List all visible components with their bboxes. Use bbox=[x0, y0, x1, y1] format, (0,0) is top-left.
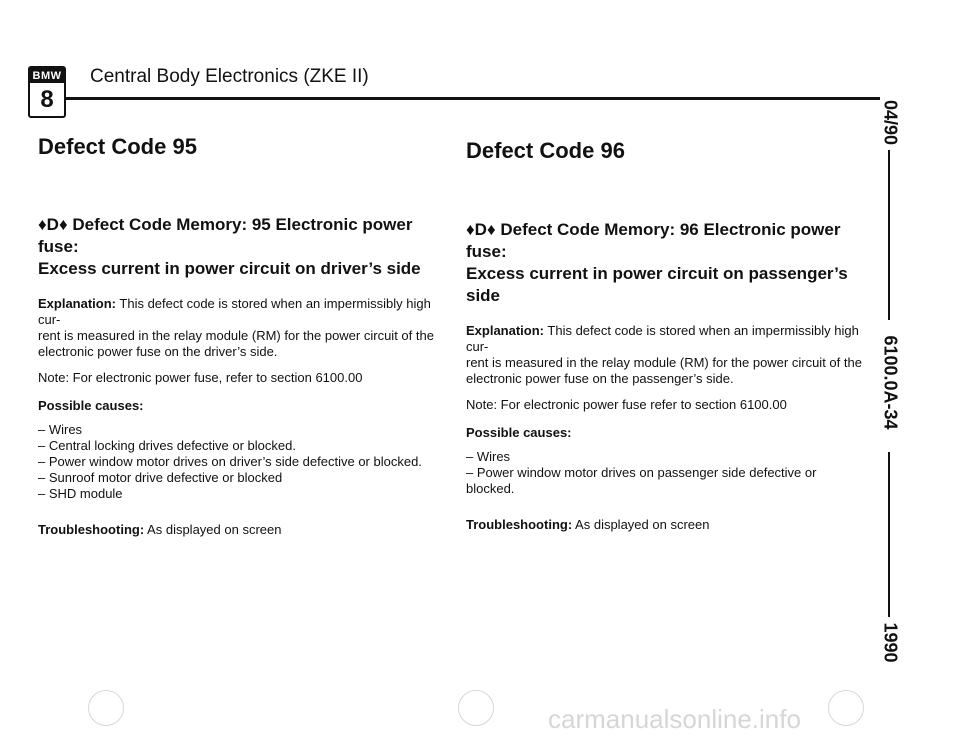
side-rule-2 bbox=[888, 452, 890, 617]
defect-95-heading: Defect Code 95 bbox=[38, 134, 197, 159]
troubleshooting-text: As displayed on screen bbox=[572, 517, 710, 532]
defect-96-section bbox=[466, 138, 866, 533]
side-year: 1990 bbox=[880, 622, 901, 663]
list-item: – Wires bbox=[466, 449, 511, 464]
defect-96-causes-list bbox=[466, 449, 866, 497]
defect-96-troubleshooting bbox=[466, 517, 866, 533]
defect-95-memory-line2: Excess current in power circuit on driver’s side bbox=[38, 259, 421, 278]
logo-series: 8 bbox=[40, 85, 54, 113]
defect-96-explanation bbox=[466, 323, 866, 355]
side-page-id: 6100.0A-34 bbox=[880, 335, 901, 430]
defect-95-causes-list bbox=[38, 422, 438, 502]
troubleshooting-label: Troubleshooting: bbox=[466, 517, 573, 532]
defect-95-section bbox=[38, 134, 438, 538]
explanation-text-2: rent is measured in the relay module (RM) for the power circuit of the bbox=[38, 328, 434, 343]
defect-95-explanation bbox=[38, 296, 438, 328]
logo-brand: BMW bbox=[30, 68, 64, 83]
defect-96-causes-label: Possible causes: bbox=[466, 425, 572, 440]
explanation-text-2: rent is measured in the relay module (RM) for the power circuit of the bbox=[466, 355, 862, 370]
explanation-label: Explanation: bbox=[466, 323, 545, 338]
defect-95-troubleshooting bbox=[38, 522, 438, 538]
defect-96-memory-line2: Excess current in power circuit on passenger’s side bbox=[466, 264, 848, 305]
defect-96-note: Note: For electronic power fuse refer to section 6100.00 bbox=[466, 397, 787, 412]
header-divider bbox=[66, 97, 880, 100]
watermark: carmanualsonline.info bbox=[548, 704, 801, 734]
side-rule-1 bbox=[888, 150, 890, 320]
explanation-text-1: This defect code is stored when an impermissibly high cur- bbox=[38, 296, 431, 327]
list-item: – Central locking drives defective or blocked. bbox=[38, 438, 296, 453]
explanation-text-1: This defect code is stored when an impermissibly high cur- bbox=[466, 323, 859, 354]
defect-95-causes-label: Possible causes: bbox=[38, 398, 144, 413]
troubleshooting-label: Troubleshooting: bbox=[38, 522, 145, 537]
list-item: – Wires bbox=[38, 422, 83, 437]
list-item: – Sunroof motor drive defective or blocked bbox=[38, 470, 283, 485]
defect-95-note: Note: For electronic power fuse, refer to section 6100.00 bbox=[38, 370, 363, 385]
side-date: 04/90 bbox=[880, 99, 901, 146]
defect-95-memory-line1: ♦D♦ Defect Code Memory: 95 Electronic power fuse: bbox=[38, 215, 413, 256]
explanation-label: Explanation: bbox=[38, 296, 117, 311]
defect-96-heading: Defect Code 96 bbox=[466, 138, 625, 163]
list-item: – Power window motor drives on driver’s side defective or blocked. bbox=[38, 454, 422, 469]
binder-hole-center bbox=[458, 690, 494, 726]
explanation-text-3: electronic power fuse on the driver’s side. bbox=[38, 344, 278, 359]
binder-hole-left bbox=[88, 690, 124, 726]
list-item: – Power window motor drives on passenger side defective or blocked. bbox=[466, 465, 817, 496]
binder-hole-right bbox=[828, 690, 864, 726]
page-title: Central Body Electronics (ZKE II) bbox=[90, 66, 369, 87]
bmw-logo bbox=[28, 66, 66, 118]
explanation-text-3: electronic power fuse on the passenger’s side. bbox=[466, 371, 734, 386]
troubleshooting-text: As displayed on screen bbox=[144, 522, 282, 537]
defect-96-memory-line1: ♦D♦ Defect Code Memory: 96 Electronic power fuse: bbox=[466, 220, 841, 261]
list-item: – SHD module bbox=[38, 486, 123, 501]
